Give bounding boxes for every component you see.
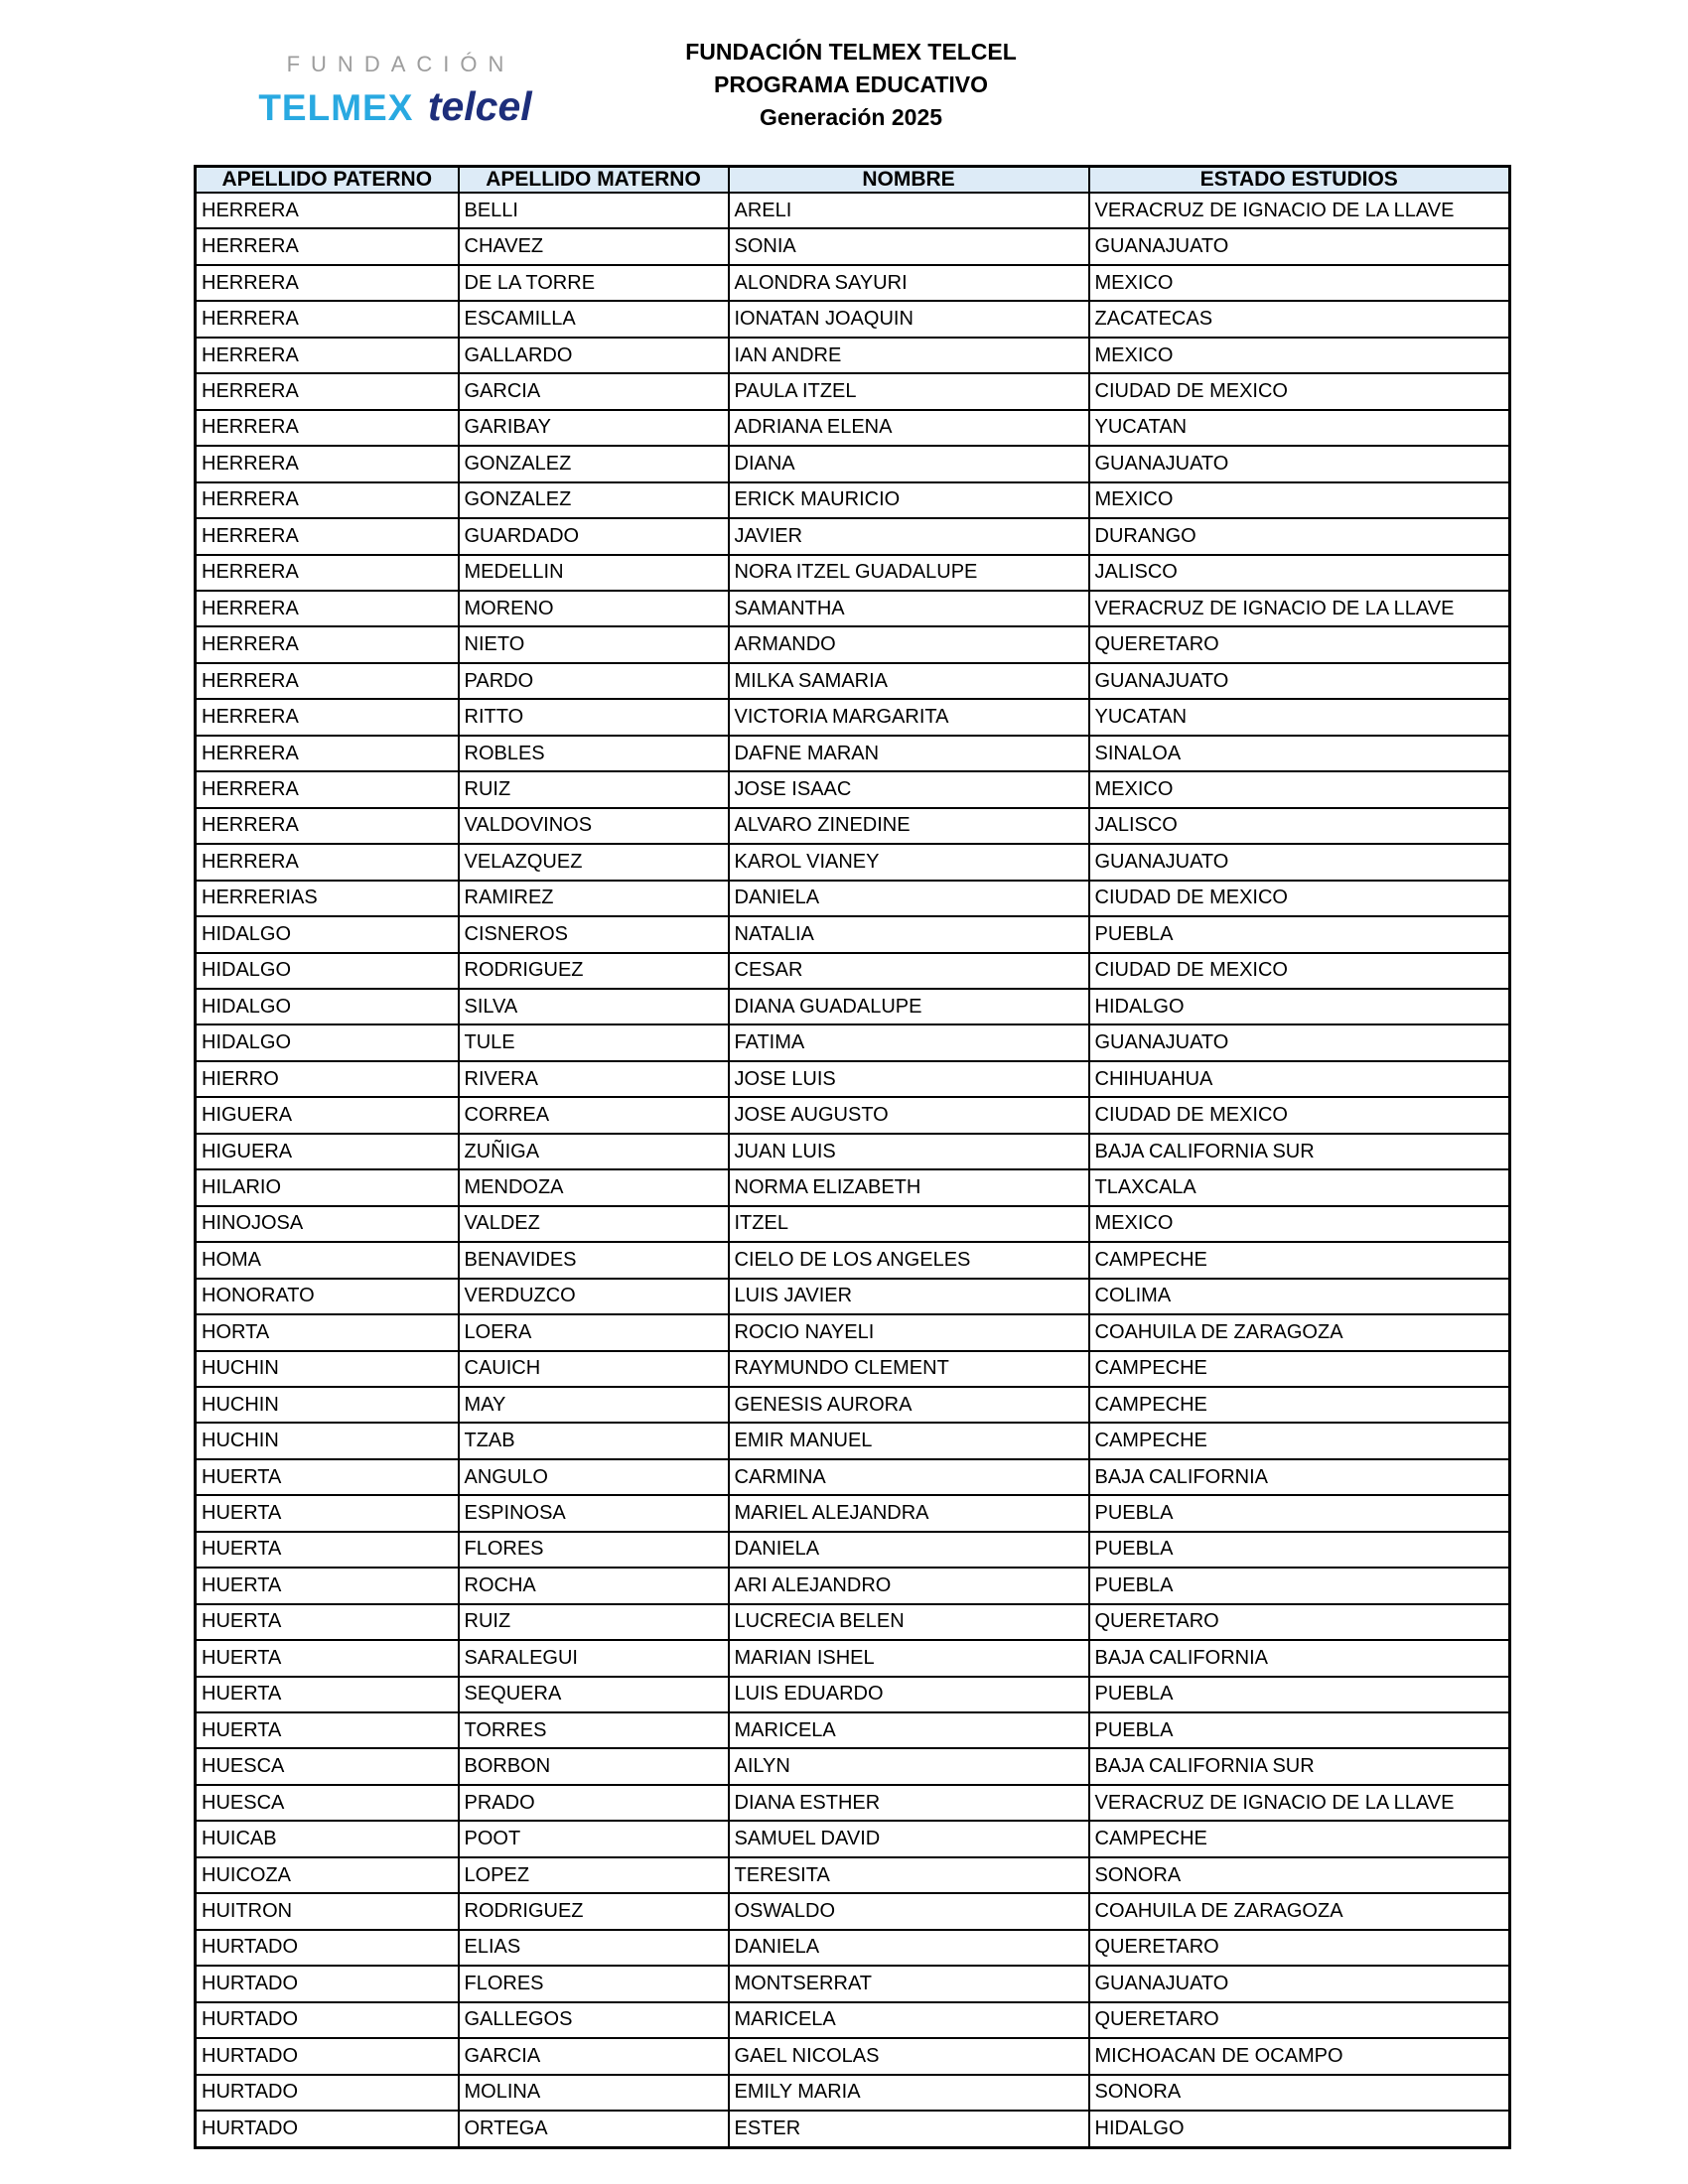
cell-nombre: DANIELA: [729, 1532, 1089, 1568]
cell-estado-estudios: GUANAJUATO: [1089, 446, 1510, 481]
cell-apellido-materno: ESCAMILLA: [459, 301, 729, 337]
cell-apellido-materno: GONZALEZ: [459, 446, 729, 481]
document-title-line2: PROGRAMA EDUCATIVO: [714, 71, 988, 97]
cell-estado-estudios: GUANAJUATO: [1089, 1024, 1510, 1060]
cell-nombre: JAVIER: [729, 518, 1089, 554]
col-header-apellido-paterno: APELLIDO PATERNO: [196, 167, 459, 194]
cell-estado-estudios: CAMPECHE: [1089, 1423, 1510, 1458]
cell-nombre: MARICELA: [729, 1712, 1089, 1748]
cell-apellido-paterno: HIDALGO: [196, 916, 459, 952]
cell-apellido-materno: SARALEGUI: [459, 1640, 729, 1676]
cell-estado-estudios: HIDALGO: [1089, 989, 1510, 1024]
cell-estado-estudios: MEXICO: [1089, 771, 1510, 807]
cell-estado-estudios: MEXICO: [1089, 1206, 1510, 1242]
cell-apellido-paterno: HUERTA: [196, 1712, 459, 1748]
cell-apellido-materno: DE LA TORRE: [459, 265, 729, 301]
cell-apellido-materno: CAUICH: [459, 1351, 729, 1387]
cell-estado-estudios: GUANAJUATO: [1089, 663, 1510, 699]
cell-apellido-paterno: HERRERA: [196, 446, 459, 481]
cell-estado-estudios: COAHUILA DE ZARAGOZA: [1089, 1314, 1510, 1350]
cell-nombre: NATALIA: [729, 916, 1089, 952]
cell-nombre: NORMA ELIZABETH: [729, 1169, 1089, 1205]
cell-apellido-paterno: HIDALGO: [196, 953, 459, 989]
cell-nombre: OSWALDO: [729, 1893, 1089, 1929]
cell-nombre: FATIMA: [729, 1024, 1089, 1060]
table-row: [196, 2002, 1510, 2038]
cell-nombre: GAEL NICOLAS: [729, 2038, 1089, 2074]
cell-apellido-materno: MENDOZA: [459, 1169, 729, 1205]
cell-apellido-paterno: HUICAB: [196, 1821, 459, 1856]
cell-apellido-materno: ANGULO: [459, 1459, 729, 1495]
cell-apellido-paterno: HUCHIN: [196, 1423, 459, 1458]
cell-apellido-materno: MAY: [459, 1387, 729, 1423]
cell-apellido-paterno: HERRERA: [196, 591, 459, 626]
cell-apellido-materno: RODRIGUEZ: [459, 953, 729, 989]
cell-apellido-paterno: HERRERA: [196, 265, 459, 301]
table-row: [196, 1314, 1510, 1350]
cell-nombre: SAMUEL DAVID: [729, 1821, 1089, 1856]
cell-estado-estudios: QUERETARO: [1089, 2002, 1510, 2038]
cell-estado-estudios: PUEBLA: [1089, 1712, 1510, 1748]
cell-estado-estudios: CIUDAD DE MEXICO: [1089, 1097, 1510, 1133]
cell-estado-estudios: CIUDAD DE MEXICO: [1089, 881, 1510, 916]
cell-estado-estudios: BAJA CALIFORNIA SUR: [1089, 1134, 1510, 1169]
cell-nombre: JOSE ISAAC: [729, 771, 1089, 807]
cell-apellido-materno: CORREA: [459, 1097, 729, 1133]
cell-nombre: LUIS JAVIER: [729, 1279, 1089, 1314]
cell-apellido-paterno: HUERTA: [196, 1604, 459, 1640]
cell-nombre: ESTER: [729, 2111, 1089, 2147]
cell-nombre: ITZEL: [729, 1206, 1089, 1242]
cell-nombre: ROCIO NAYELI: [729, 1314, 1089, 1350]
cell-apellido-paterno: HERRERA: [196, 482, 459, 518]
cell-apellido-paterno: HUITRON: [196, 1893, 459, 1929]
cell-nombre: CESAR: [729, 953, 1089, 989]
cell-nombre: MARICELA: [729, 2002, 1089, 2038]
cell-apellido-materno: GONZALEZ: [459, 482, 729, 518]
document-title-line3: Generación 2025: [759, 104, 943, 130]
cell-apellido-materno: LOPEZ: [459, 1857, 729, 1893]
cell-estado-estudios: PUEBLA: [1089, 1677, 1510, 1712]
cell-estado-estudios: CAMPECHE: [1089, 1821, 1510, 1856]
table-row: [196, 1712, 1510, 1748]
cell-estado-estudios: YUCATAN: [1089, 410, 1510, 446]
cell-apellido-materno: BENAVIDES: [459, 1242, 729, 1278]
cell-nombre: ARI ALEJANDRO: [729, 1568, 1089, 1603]
cell-estado-estudios: ZACATECAS: [1089, 301, 1510, 337]
cell-nombre: IONATAN JOAQUIN: [729, 301, 1089, 337]
cell-apellido-paterno: HURTADO: [196, 1930, 459, 1966]
cell-apellido-materno: ELIAS: [459, 1930, 729, 1966]
cell-apellido-paterno: HUERTA: [196, 1495, 459, 1531]
table-row: [196, 1351, 1510, 1387]
logo-fundacion-text: FUNDACIÓN: [286, 52, 515, 76]
cell-apellido-materno: MEDELLIN: [459, 555, 729, 591]
table-row: [196, 1640, 1510, 1676]
cell-nombre: PAULA ITZEL: [729, 373, 1089, 409]
cell-estado-estudios: PUEBLA: [1089, 1568, 1510, 1603]
table-row: [196, 1495, 1510, 1531]
cell-nombre: CIELO DE LOS ANGELES: [729, 1242, 1089, 1278]
cell-apellido-materno: ROCHA: [459, 1568, 729, 1603]
cell-estado-estudios: PUEBLA: [1089, 1532, 1510, 1568]
cell-nombre: DANIELA: [729, 1930, 1089, 1966]
cell-nombre: DIANA ESTHER: [729, 1785, 1089, 1821]
cell-apellido-materno: BORBON: [459, 1748, 729, 1784]
cell-nombre: ARMANDO: [729, 626, 1089, 662]
cell-apellido-paterno: HERRERA: [196, 844, 459, 880]
cell-apellido-paterno: HERRERA: [196, 555, 459, 591]
cell-estado-estudios: TLAXCALA: [1089, 1169, 1510, 1205]
cell-apellido-paterno: HURTADO: [196, 2038, 459, 2074]
cell-apellido-materno: POOT: [459, 1821, 729, 1856]
cell-apellido-materno: RUIZ: [459, 771, 729, 807]
cell-nombre: EMILY MARIA: [729, 2075, 1089, 2111]
table-row: [196, 1459, 1510, 1495]
cell-estado-estudios: JALISCO: [1089, 808, 1510, 844]
table-row: [196, 1821, 1510, 1856]
cell-nombre: IAN ANDRE: [729, 338, 1089, 373]
cell-nombre: KAROL VIANEY: [729, 844, 1089, 880]
cell-nombre: JOSE AUGUSTO: [729, 1097, 1089, 1133]
cell-apellido-materno: TULE: [459, 1024, 729, 1060]
table-row: [196, 410, 1510, 446]
cell-nombre: LUCRECIA BELEN: [729, 1604, 1089, 1640]
col-header-apellido-materno: APELLIDO MATERNO: [459, 167, 729, 194]
logo-telmex-wordmark: TELMEX: [258, 87, 414, 128]
cell-apellido-paterno: HERRERA: [196, 663, 459, 699]
table-header-row: [196, 167, 1510, 194]
cell-apellido-materno: GALLARDO: [459, 338, 729, 373]
cell-apellido-paterno: HERRERA: [196, 518, 459, 554]
cell-apellido-materno: VERDUZCO: [459, 1279, 729, 1314]
cell-apellido-paterno: HUCHIN: [196, 1387, 459, 1423]
cell-apellido-materno: RIVERA: [459, 1061, 729, 1097]
table-row: [196, 808, 1510, 844]
cell-apellido-materno: TZAB: [459, 1423, 729, 1458]
cell-estado-estudios: VERACRUZ DE IGNACIO DE LA LLAVE: [1089, 193, 1510, 228]
cell-estado-estudios: VERACRUZ DE IGNACIO DE LA LLAVE: [1089, 591, 1510, 626]
cell-nombre: AILYN: [729, 1748, 1089, 1784]
table-row: [196, 1857, 1510, 1893]
cell-apellido-paterno: HURTADO: [196, 2002, 459, 2038]
cell-apellido-paterno: HURTADO: [196, 2111, 459, 2147]
cell-nombre: JUAN LUIS: [729, 1134, 1089, 1169]
table-row: [196, 1568, 1510, 1603]
table-row: [196, 1242, 1510, 1278]
cell-apellido-paterno: HIERRO: [196, 1061, 459, 1097]
cell-apellido-paterno: HERRERA: [196, 410, 459, 446]
table-row: [196, 1966, 1510, 2001]
cell-estado-estudios: YUCATAN: [1089, 699, 1510, 735]
table-row: [196, 1279, 1510, 1314]
cell-apellido-materno: NIETO: [459, 626, 729, 662]
cell-nombre: VICTORIA MARGARITA: [729, 699, 1089, 735]
table-row: [196, 1532, 1510, 1568]
cell-nombre: TERESITA: [729, 1857, 1089, 1893]
cell-apellido-paterno: HINOJOSA: [196, 1206, 459, 1242]
table-row: [196, 663, 1510, 699]
table-row: [196, 844, 1510, 880]
cell-estado-estudios: JALISCO: [1089, 555, 1510, 591]
cell-nombre: ARELI: [729, 193, 1089, 228]
cell-apellido-materno: ESPINOSA: [459, 1495, 729, 1531]
cell-apellido-materno: VALDOVINOS: [459, 808, 729, 844]
cell-estado-estudios: MEXICO: [1089, 265, 1510, 301]
cell-apellido-paterno: HERRERA: [196, 699, 459, 735]
cell-estado-estudios: MEXICO: [1089, 338, 1510, 373]
cell-apellido-materno: ZUÑIGA: [459, 1134, 729, 1169]
cell-apellido-paterno: HERRERIAS: [196, 881, 459, 916]
cell-apellido-materno: PRADO: [459, 1785, 729, 1821]
cell-estado-estudios: COAHUILA DE ZARAGOZA: [1089, 1893, 1510, 1929]
table-row: [196, 1134, 1510, 1169]
cell-apellido-materno: GARCIA: [459, 2038, 729, 2074]
cell-estado-estudios: PUEBLA: [1089, 916, 1510, 952]
cell-estado-estudios: MEXICO: [1089, 482, 1510, 518]
cell-apellido-paterno: HILARIO: [196, 1169, 459, 1205]
table-row: [196, 446, 1510, 481]
cell-apellido-paterno: HERRERA: [196, 228, 459, 264]
cell-apellido-materno: RODRIGUEZ: [459, 1893, 729, 1929]
cell-apellido-materno: SEQUERA: [459, 1677, 729, 1712]
table-row: [196, 736, 1510, 771]
cell-nombre: MARIAN ISHEL: [729, 1640, 1089, 1676]
cell-apellido-materno: ROBLES: [459, 736, 729, 771]
table-row: [196, 228, 1510, 264]
cell-apellido-paterno: HERRERA: [196, 808, 459, 844]
cell-estado-estudios: CHIHUAHUA: [1089, 1061, 1510, 1097]
cell-apellido-paterno: HERRERA: [196, 626, 459, 662]
cell-nombre: DANIELA: [729, 881, 1089, 916]
table-row: [196, 626, 1510, 662]
cell-apellido-paterno: HIDALGO: [196, 989, 459, 1024]
cell-apellido-paterno: HERRERA: [196, 736, 459, 771]
table-row: [196, 1423, 1510, 1458]
cell-estado-estudios: BAJA CALIFORNIA: [1089, 1640, 1510, 1676]
students-table: [194, 165, 1511, 2149]
cell-estado-estudios: BAJA CALIFORNIA: [1089, 1459, 1510, 1495]
cell-apellido-paterno: HUERTA: [196, 1677, 459, 1712]
cell-nombre: CARMINA: [729, 1459, 1089, 1495]
table-row: [196, 373, 1510, 409]
document-title-block: [194, 36, 1508, 134]
cell-apellido-paterno: HUCHIN: [196, 1351, 459, 1387]
cell-estado-estudios: SINALOA: [1089, 736, 1510, 771]
cell-apellido-paterno: HURTADO: [196, 2075, 459, 2111]
cell-apellido-paterno: HIGUERA: [196, 1097, 459, 1133]
document-title-line1: FUNDACIÓN TELMEX TELCEL: [685, 39, 1017, 65]
table-row: [196, 1748, 1510, 1784]
cell-apellido-paterno: HUESCA: [196, 1785, 459, 1821]
table-row: [196, 591, 1510, 626]
cell-estado-estudios: CIUDAD DE MEXICO: [1089, 953, 1510, 989]
cell-nombre: MILKA SAMARIA: [729, 663, 1089, 699]
cell-estado-estudios: VERACRUZ DE IGNACIO DE LA LLAVE: [1089, 1785, 1510, 1821]
cell-nombre: SONIA: [729, 228, 1089, 264]
table-row: [196, 1169, 1510, 1205]
cell-apellido-paterno: HIDALGO: [196, 1024, 459, 1060]
cell-apellido-paterno: HUERTA: [196, 1568, 459, 1603]
cell-apellido-materno: SILVA: [459, 989, 729, 1024]
table-row: [196, 2038, 1510, 2074]
cell-apellido-materno: CISNEROS: [459, 916, 729, 952]
cell-estado-estudios: QUERETARO: [1089, 1930, 1510, 1966]
cell-estado-estudios: MICHOACAN DE OCAMPO: [1089, 2038, 1510, 2074]
table-row: [196, 1785, 1510, 1821]
table-row: [196, 881, 1510, 916]
cell-apellido-paterno: HERRERA: [196, 193, 459, 228]
cell-nombre: ALONDRA SAYURI: [729, 265, 1089, 301]
table-row: [196, 1387, 1510, 1423]
cell-apellido-materno: BELLI: [459, 193, 729, 228]
logo-telcel-wordmark: telcel: [427, 83, 532, 129]
table-row: [196, 2111, 1510, 2147]
cell-apellido-paterno: HORTA: [196, 1314, 459, 1350]
cell-estado-estudios: DURANGO: [1089, 518, 1510, 554]
table-row: [196, 989, 1510, 1024]
cell-apellido-paterno: HUERTA: [196, 1459, 459, 1495]
table-row: [196, 301, 1510, 337]
table-row: [196, 916, 1510, 952]
col-header-estado-estudios: ESTADO ESTUDIOS: [1089, 167, 1510, 194]
cell-apellido-paterno: HUESCA: [196, 1748, 459, 1784]
cell-nombre: JOSE LUIS: [729, 1061, 1089, 1097]
cell-estado-estudios: SONORA: [1089, 2075, 1510, 2111]
cell-apellido-materno: FLORES: [459, 1532, 729, 1568]
table-row: [196, 555, 1510, 591]
cell-apellido-paterno: HERRERA: [196, 771, 459, 807]
cell-apellido-paterno: HERRERA: [196, 338, 459, 373]
table-row: [196, 1930, 1510, 1966]
cell-nombre: GENESIS AURORA: [729, 1387, 1089, 1423]
cell-estado-estudios: SONORA: [1089, 1857, 1510, 1893]
cell-nombre: MARIEL ALEJANDRA: [729, 1495, 1089, 1531]
cell-apellido-materno: FLORES: [459, 1966, 729, 2001]
cell-apellido-paterno: HIGUERA: [196, 1134, 459, 1169]
table-row: [196, 338, 1510, 373]
cell-estado-estudios: COLIMA: [1089, 1279, 1510, 1314]
cell-estado-estudios: CAMPECHE: [1089, 1351, 1510, 1387]
table-row: [196, 699, 1510, 735]
cell-apellido-materno: ORTEGA: [459, 2111, 729, 2147]
table-row: [196, 1097, 1510, 1133]
table-row: [196, 771, 1510, 807]
table-row: [196, 518, 1510, 554]
cell-nombre: RAYMUNDO CLEMENT: [729, 1351, 1089, 1387]
cell-apellido-materno: VALDEZ: [459, 1206, 729, 1242]
cell-estado-estudios: QUERETARO: [1089, 1604, 1510, 1640]
cell-apellido-materno: GARCIA: [459, 373, 729, 409]
cell-nombre: DAFNE MARAN: [729, 736, 1089, 771]
col-header-nombre: NOMBRE: [729, 167, 1089, 194]
cell-apellido-paterno: HUICOZA: [196, 1857, 459, 1893]
cell-estado-estudios: PUEBLA: [1089, 1495, 1510, 1531]
cell-apellido-paterno: HERRERA: [196, 373, 459, 409]
cell-apellido-materno: GUARDADO: [459, 518, 729, 554]
cell-apellido-materno: VELAZQUEZ: [459, 844, 729, 880]
cell-estado-estudios: CAMPECHE: [1089, 1387, 1510, 1423]
table-row: [196, 1024, 1510, 1060]
cell-nombre: LUIS EDUARDO: [729, 1677, 1089, 1712]
table-row: [196, 1061, 1510, 1097]
cell-apellido-materno: RITTO: [459, 699, 729, 735]
cell-estado-estudios: HIDALGO: [1089, 2111, 1510, 2147]
table-row: [196, 1206, 1510, 1242]
cell-estado-estudios: CIUDAD DE MEXICO: [1089, 373, 1510, 409]
table-row: [196, 1604, 1510, 1640]
cell-nombre: DIANA: [729, 446, 1089, 481]
cell-apellido-materno: RUIZ: [459, 1604, 729, 1640]
table-row: [196, 1893, 1510, 1929]
cell-apellido-materno: PARDO: [459, 663, 729, 699]
table-row: [196, 482, 1510, 518]
cell-nombre: ERICK MAURICIO: [729, 482, 1089, 518]
cell-apellido-paterno: HONORATO: [196, 1279, 459, 1314]
cell-estado-estudios: BAJA CALIFORNIA SUR: [1089, 1748, 1510, 1784]
cell-apellido-paterno: HUERTA: [196, 1532, 459, 1568]
cell-nombre: ADRIANA ELENA: [729, 410, 1089, 446]
cell-estado-estudios: GUANAJUATO: [1089, 1966, 1510, 2001]
cell-apellido-paterno: HERRERA: [196, 301, 459, 337]
cell-apellido-materno: CHAVEZ: [459, 228, 729, 264]
table-body: [196, 193, 1510, 2148]
cell-nombre: ALVARO ZINEDINE: [729, 808, 1089, 844]
cell-nombre: DIANA GUADALUPE: [729, 989, 1089, 1024]
table-row: [196, 193, 1510, 228]
cell-apellido-paterno: HUERTA: [196, 1640, 459, 1676]
cell-estado-estudios: CAMPECHE: [1089, 1242, 1510, 1278]
cell-estado-estudios: GUANAJUATO: [1089, 228, 1510, 264]
table-row: [196, 265, 1510, 301]
cell-nombre: SAMANTHA: [729, 591, 1089, 626]
cell-apellido-materno: GALLEGOS: [459, 2002, 729, 2038]
cell-apellido-materno: TORRES: [459, 1712, 729, 1748]
cell-apellido-materno: LOERA: [459, 1314, 729, 1350]
table-row: [196, 2075, 1510, 2111]
cell-apellido-paterno: HOMA: [196, 1242, 459, 1278]
cell-nombre: EMIR MANUEL: [729, 1423, 1089, 1458]
table-row: [196, 1677, 1510, 1712]
cell-estado-estudios: QUERETARO: [1089, 626, 1510, 662]
cell-apellido-materno: MORENO: [459, 591, 729, 626]
cell-estado-estudios: GUANAJUATO: [1089, 844, 1510, 880]
cell-nombre: MONTSERRAT: [729, 1966, 1089, 2001]
table-row: [196, 953, 1510, 989]
cell-apellido-paterno: HURTADO: [196, 1966, 459, 2001]
cell-apellido-materno: MOLINA: [459, 2075, 729, 2111]
cell-apellido-materno: GARIBAY: [459, 410, 729, 446]
cell-nombre: NORA ITZEL GUADALUPE: [729, 555, 1089, 591]
cell-apellido-materno: RAMIREZ: [459, 881, 729, 916]
